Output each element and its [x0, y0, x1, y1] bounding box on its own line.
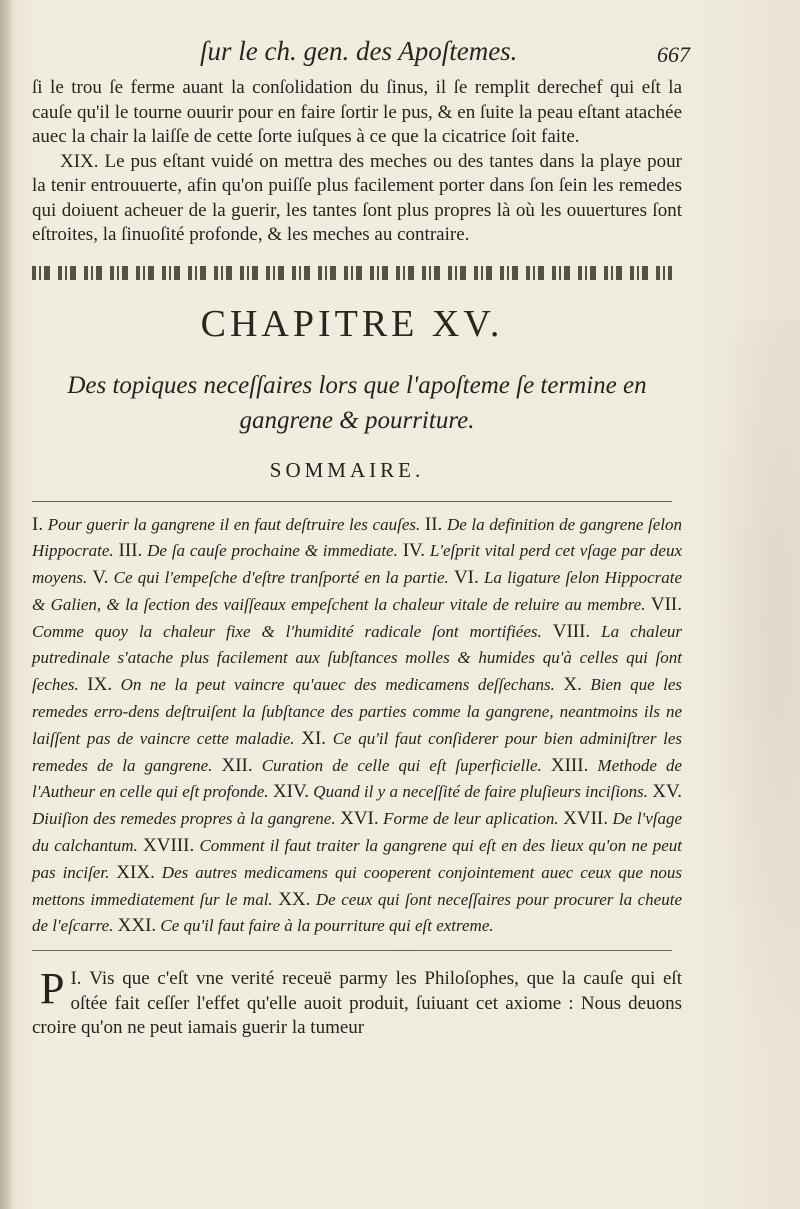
book-spine-shadow: [0, 0, 12, 1209]
chapter-title: CHAPITRE XV.: [200, 302, 504, 345]
summary-item-text: De l'vſage du calchantum.: [32, 809, 683, 856]
summary-item-number: XII.: [221, 754, 253, 776]
summary-item-number: XX.: [278, 888, 311, 910]
ornamental-divider: [32, 266, 672, 280]
summary-item-number: XIX.: [116, 861, 155, 883]
opening-marker: I.: [70, 968, 82, 990]
show-through-shadow: [710, 320, 800, 1080]
summary-item-number: V.: [92, 567, 109, 589]
summary-item-text: De ceux qui ſont neceſſaires pour procurer la cheute de l'eſcarre.: [32, 889, 682, 936]
summary-item-number: XVIII.: [143, 835, 195, 857]
summary-item-text: Diuiſion des remedes propres à la gangrene.: [32, 809, 336, 829]
summary-item-number: VII.: [650, 593, 683, 615]
top-paragraph: ſi le trou ſe ferme auant la conſolidation du ſinus, il ſe remplit derechef qui eſt la cauſe qu'il le tourne ouurir pour en faire ſortir le pus, & en ſuite la peau eſtant atachée auec la chair la laiſſe de cette ſorte iuſques à ce que la cicatrice ſoit faite.: [32, 77, 682, 147]
summary-item-text: Pour guerir la gangrene il en faut deſtruire les cauſes.: [47, 514, 421, 534]
summary-item-text: Comment il faut traiter la gangrene qui eſt en des lieux qu'on ne peut pas inciſer.: [32, 836, 683, 882]
summary-block: [32, 512, 682, 941]
summary-item-text: Curation de celle qui eſt ſuperficielle.: [261, 755, 542, 775]
running-head-title: ſur le ch. gen. des Apoſtemes.: [200, 36, 518, 66]
opening-paragraph: [32, 964, 682, 1041]
running-head: [32, 36, 690, 76]
summary-item-text: La chaleur putredinale s'atache plus facilement aux ſubſtances molles & humides qu'à celles qui ſont ſeches.: [32, 621, 683, 695]
summary-item-number: XXI.: [117, 915, 157, 937]
opening-text: Vis que c'eſt vne verité receuë parmy les Philoſophes, que la cauſe qui eſt oſtée fait ceſſer l'effet qu'elle auoit produit, ſuiuant cet axiome : Nous deuons croire qu'on ne peut iamais guerir la tumeur: [32, 968, 682, 1039]
summary-item-text: Forme de leur aplication.: [383, 809, 559, 829]
drop-cap: P: [40, 964, 65, 1014]
summary-item-number: VI.: [453, 567, 479, 589]
summary-item-number: IX.: [87, 674, 113, 696]
summary-item-text: Quand il y a neceſſité de faire pluſieurs inciſions.: [313, 782, 648, 802]
summary-item-text: Methode de l'Autheur en celle qui eſt profonde.: [32, 755, 683, 802]
summary-item-number: XIII.: [550, 754, 589, 776]
summary-item-text: Des autres medicamens qui cooperent conjointement auec ceux que nous mettons immediatement ſur le mal.: [32, 862, 683, 909]
summary-item-text: Comme quoy la chaleur fixe & l'humidité radicale ſont mortifiées.: [32, 621, 542, 641]
paragraph-xix: XIX. Le pus eſtant vuidé on mettra des meches ou des tantes dans la playe pour la tenir entrouuerte, afin qu'on puiſſe plus facilement porter dans ſon ſein les remedes qui doiuent acheuer de la guerir, les tantes ſont plus propres là où les ouuertures ſont eſtroites, la ſinuoſité profonde, & les meches au contraire.: [32, 150, 682, 245]
summary-item-text: Ce qu'il faut conſiderer pour bien adminiſtrer les remedes de la gangrene.: [32, 728, 683, 775]
summary-item-number: X.: [563, 674, 582, 696]
summary-item-number: XVII.: [563, 808, 608, 830]
summary-item-number: VIII.: [552, 620, 591, 642]
summary-top-rule: [32, 501, 672, 502]
page-content: [32, 36, 690, 1041]
summary-item-number: I.: [32, 513, 44, 535]
summary-item-text: Ce qu'il faut faire à la pourriture qui eſt extreme.: [160, 916, 494, 936]
summary-item-text: L'eſprit vital perd cet vſage par deux moyens.: [32, 541, 683, 588]
summary-item-text: La ligature ſelon Hippocrate & Galien, & la ſection des vaiſſeaux empeſchent la chaleur vitale de reluire au membre.: [32, 568, 683, 614]
summary-item-number: III.: [118, 540, 143, 562]
summary-item-text: De la definition de gangrene ſelon Hippocrate.: [32, 514, 683, 561]
summary-item-number: II.: [424, 513, 443, 535]
summary-item-number: XV.: [652, 781, 683, 803]
chapter-subtitle: Des topiques neceſſaires lors que l'apoſteme ſe termine en gangrene & pourriture.: [67, 371, 647, 434]
summary-item-text: On ne la peut vaincre qu'auec des medicamens deſſechans.: [120, 675, 555, 695]
summary-item-number: XVI.: [340, 808, 379, 830]
page-number: 667: [657, 42, 690, 67]
summary-item-text: Bien que les remedes erro-dens deſtruiſent la ſubſtance des parties comme la gangrene, neantmoins ils ne laiſſent pas de vaincre cette maladie.: [32, 675, 683, 748]
sommaire-heading: SOMMAIRE.: [269, 457, 425, 482]
summary-item-number: XI.: [301, 727, 327, 749]
summary-item-text: De ſa cauſe prochaine & immediate.: [147, 541, 398, 561]
summary-item-number: IV.: [402, 540, 426, 562]
summary-item-number: XIV.: [272, 781, 309, 803]
summary-item-text: Ce qui l'empeſche d'eſtre tranſporté en la partie.: [113, 568, 449, 588]
summary-bottom-rule: [32, 950, 672, 951]
